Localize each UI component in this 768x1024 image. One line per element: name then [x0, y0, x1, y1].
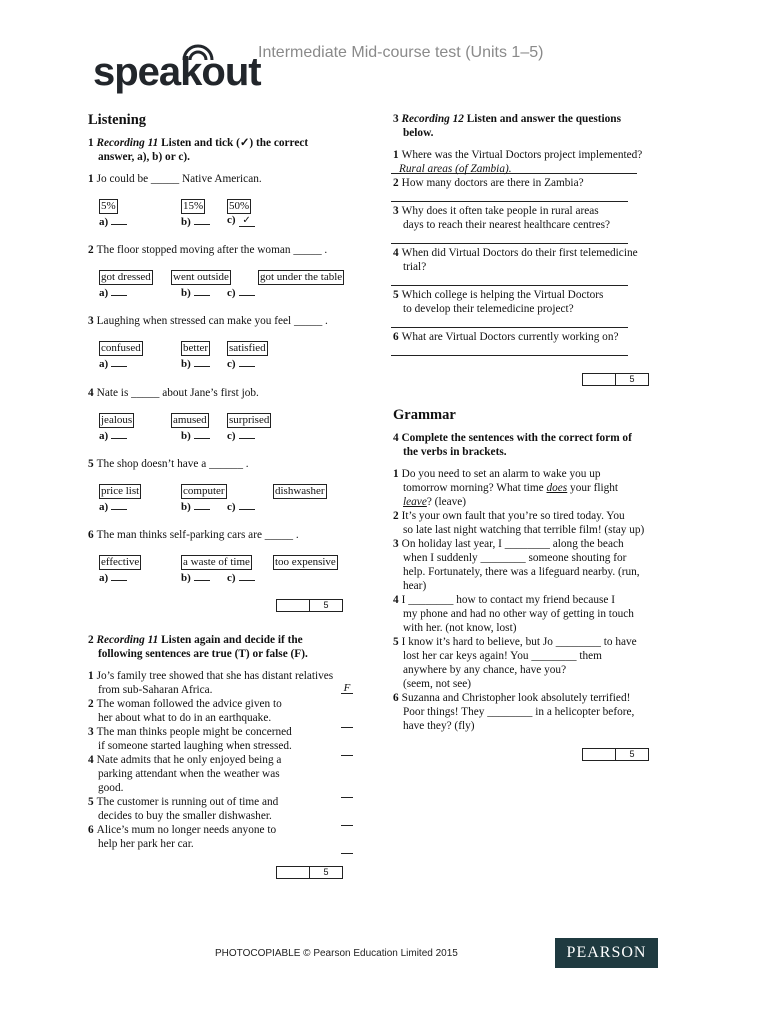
exercise-2-instruction-line2: following sentences are true (T) or false (F). — [98, 648, 308, 660]
question-4-line1 — [393, 246, 638, 261]
tf-answer-blank — [341, 717, 353, 728]
question-5-line2: to develop their telemedicine project? — [403, 303, 574, 315]
tf-statement-5-line1 — [88, 795, 278, 810]
answer-letter: a) — [99, 501, 109, 513]
answer-letter: b) — [181, 430, 191, 442]
grammar-item-5-line1: 5 I know it’s hard to believe, but Jo ________ to have — [393, 636, 637, 648]
statement-number: 5 — [88, 796, 94, 808]
listening-question-1 — [88, 172, 262, 187]
option-box: a waste of time — [183, 556, 250, 568]
statement-number: 3 — [88, 726, 94, 738]
question-text: The floor stopped moving after the woman _____ . — [96, 244, 328, 256]
answer-choice — [227, 285, 255, 299]
tf-statement-1-line1 — [88, 669, 333, 684]
option-box: jealous — [101, 414, 133, 426]
question-4-line2: trial? — [403, 261, 427, 273]
answer-line — [391, 201, 628, 202]
statement-number: 6 — [88, 824, 94, 836]
answer-choice — [181, 428, 210, 442]
tf-statement-3-line1 — [88, 725, 292, 740]
answer-choice — [181, 356, 210, 370]
answer-letter: b) — [181, 572, 191, 584]
option-box: went outside — [173, 271, 229, 283]
answer-choice — [227, 356, 255, 370]
grammar-item-2-line1: 2 It’s your own fault that you’re so tired today. You — [393, 510, 625, 522]
tf-statement-1-line2: from sub-Saharan Africa. — [98, 684, 213, 696]
question-number: 3 — [88, 315, 94, 327]
option-box: satisfied — [229, 342, 266, 354]
option-box: got under the table — [260, 271, 343, 283]
option-box: dishwasher — [275, 485, 325, 497]
grammar-item-5-line2: lost her car keys again! You ________ them — [403, 650, 602, 662]
statement-text: The customer is running out of time and — [96, 796, 279, 808]
question-number: 4 — [88, 387, 94, 399]
copyright-notice: PHOTOCOPIABLE © Pearson Education Limited 2015 — [215, 948, 458, 959]
tf-statement-3-line2: if someone started laughing when stressed. — [98, 740, 292, 752]
exercise-1-score-box: 5 — [276, 599, 343, 612]
option-box: too expensive — [275, 556, 336, 568]
answer-choice — [99, 570, 127, 584]
option-box: price list — [101, 485, 140, 497]
signal-arcs-icon — [178, 40, 218, 62]
section-heading-listening: Listening — [88, 112, 147, 128]
answer-blank — [194, 214, 210, 225]
question-number: 5 — [88, 458, 94, 470]
tf-answer-blank — [341, 815, 353, 826]
answer-blank — [111, 570, 127, 581]
tf-statement-4-line2: parking attendant when the weather was — [98, 768, 280, 780]
answer-choice — [227, 428, 255, 442]
answer-letter: b) — [181, 358, 191, 370]
exercise-1-instruction-line2: answer, a), b) or c). — [98, 151, 190, 163]
answer-letter: a) — [99, 287, 109, 299]
answer-choice — [227, 214, 255, 227]
question-text: When did Virtual Doctors do their first telemedicine — [401, 247, 638, 259]
answer-choice — [99, 499, 127, 513]
exercise-3-score-box: 5 — [582, 373, 649, 386]
answer-letter: a) — [99, 430, 109, 442]
grammar-item-3-line4: hear) — [403, 580, 427, 592]
option-box: better — [183, 342, 209, 354]
exercise-4-instruction-line2: the verbs in brackets. — [403, 446, 507, 458]
grammar-item-5-line3: anywhere by any chance, have you? — [403, 664, 567, 676]
speakout-logo — [93, 50, 261, 95]
question-3-line1 — [393, 204, 599, 219]
answer-choice — [181, 570, 210, 584]
option-box: 50% — [229, 200, 250, 212]
answer-choice — [99, 356, 127, 370]
answer-choice — [227, 570, 255, 584]
listening-question-6 — [88, 528, 299, 543]
answer-blank — [111, 428, 127, 439]
option-box: got dressed — [101, 271, 151, 283]
question-6-line1 — [393, 330, 618, 345]
answer-letter: a) — [99, 358, 109, 370]
answer-line — [391, 327, 628, 328]
exercise-3-instruction-line1: 3 Recording 12 Listen and answer the questions — [393, 113, 621, 125]
answer-choice — [181, 214, 210, 228]
answer-blank — [239, 356, 255, 367]
grammar-item-6-line1: 6 Suzanna and Christopher look absolutely terrified! — [393, 692, 631, 704]
question-text: The shop doesn’t have a ______ . — [96, 458, 249, 470]
answer-letter: a) — [99, 216, 109, 228]
question-1-line1 — [393, 148, 642, 163]
answer-choice — [181, 499, 210, 513]
answer-choice — [99, 428, 127, 442]
answer-line — [391, 285, 628, 286]
grammar-item-4-line3: with her. (not know, lost) — [403, 622, 517, 634]
tf-answer-blank: F — [341, 683, 353, 694]
grammar-item-1-line3: leave? (leave) — [403, 496, 467, 508]
listening-question-3 — [88, 314, 328, 329]
answer-letter: b) — [181, 501, 191, 513]
question-number: 1 — [88, 173, 94, 185]
answer-letter: b) — [181, 287, 191, 299]
question-text: The man thinks self-parking cars are _____ . — [96, 529, 299, 541]
answer-line — [391, 243, 628, 244]
question-text: Why does it often take people in rural areas — [401, 205, 599, 217]
tf-statement-2-line2: her about what to do in an earthquake. — [98, 712, 272, 724]
answer-letter: c) — [227, 214, 236, 226]
question-text: What are Virtual Doctors currently working on? — [401, 331, 619, 343]
question-number: 3 — [393, 205, 399, 217]
logo-text: speakout — [93, 50, 261, 94]
question-text: Which college is helping the Virtual Doctors — [401, 289, 604, 301]
tf-statement-6-line1 — [88, 823, 276, 838]
grammar-item-1-line1: 1 Do you need to set an alarm to wake you up — [393, 468, 601, 480]
answer-letter: c) — [227, 572, 236, 584]
statement-text: Jo’s family tree showed that she has distant relatives — [96, 670, 334, 682]
tf-statement-5-line2: decides to buy the smaller dishwasher. — [98, 810, 272, 822]
option-box: effective — [101, 556, 140, 568]
question-text: Where was the Virtual Doctors project implemented? — [401, 149, 643, 161]
question-3-line2: days to reach their nearest healthcare centres? — [403, 219, 610, 231]
statement-number: 2 — [88, 698, 94, 710]
listening-question-5 — [88, 457, 249, 472]
grammar-item-3-line3: help. Fortunately, there was a lifeguard nearby. (run, — [403, 566, 640, 578]
answer-choice — [99, 285, 127, 299]
answer-blank — [194, 499, 210, 510]
exercise-3-instruction-line2: below. — [403, 127, 434, 139]
question-number: 6 — [88, 529, 94, 541]
grammar-item-2-line2: so late last night watching that terrible film! (stay up) — [403, 524, 645, 536]
grammar-item-1-line2: tomorrow morning? What time does your flight — [403, 482, 619, 494]
question-text: Laughing when stressed can make you feel _____ . — [96, 315, 328, 327]
listening-question-2 — [88, 243, 327, 258]
question-number: 1 — [393, 149, 399, 161]
question-number: 2 — [393, 177, 399, 189]
answer-letter: a) — [99, 572, 109, 584]
answer-blank — [239, 570, 255, 581]
option-box: amused — [173, 414, 207, 426]
question-text: Jo could be _____ Native American. — [96, 173, 262, 185]
exercise-4-score-box: 5 — [582, 748, 649, 761]
answer-blank — [111, 499, 127, 510]
tf-statement-6-line2: help her park her car. — [98, 838, 194, 850]
tf-statement-2-line1 — [88, 697, 282, 712]
document-title: Intermediate Mid-course test (Units 1–5) — [258, 44, 544, 61]
answer-choice — [227, 499, 255, 513]
tf-statement-4-line3: good. — [98, 782, 124, 794]
grammar-item-5-line4: (seem, not see) — [403, 678, 472, 690]
answer-blank — [239, 428, 255, 439]
answer-blank — [194, 356, 210, 367]
grammar-item-6-line2: Poor things! They ________ in a helicopter before, — [403, 706, 635, 718]
grammar-item-3-line2: when I suddenly ________ someone shouting for — [403, 552, 627, 564]
answer-letter: b) — [181, 216, 191, 228]
question-text: Nate is _____ about Jane’s first job. — [96, 387, 259, 399]
answer-blank — [239, 285, 255, 296]
question-2-line1 — [393, 176, 584, 191]
tf-answer-blank — [341, 745, 353, 756]
answer-blank — [111, 214, 127, 225]
option-box: 15% — [183, 200, 204, 212]
question-text: How many doctors are there in Zambia? — [401, 177, 584, 189]
grammar-item-6-line3: have they? (fly) — [403, 720, 475, 732]
statement-text: The man thinks people might be concerned — [96, 726, 292, 738]
tick-mark-icon: ✓ — [239, 216, 255, 227]
answer-blank — [111, 285, 127, 296]
answer-letter: c) — [227, 287, 236, 299]
grammar-item-4-line1: 4 I ________ how to contact my friend because I — [393, 594, 615, 606]
answer-line — [391, 355, 628, 356]
exercise-1-instruction-line1: 1 Recording 11 Listen and tick (✓) the correct — [88, 137, 309, 149]
statement-text: The woman followed the advice given to — [96, 698, 282, 710]
statement-text: Nate admits that he only enjoyed being a — [96, 754, 282, 766]
exercise-4-instruction-line1: 4 Complete the sentences with the correct form of — [393, 432, 632, 444]
answer-letter: c) — [227, 358, 236, 370]
answer-choice — [99, 214, 127, 228]
option-box: confused — [101, 342, 141, 354]
statement-number: 1 — [88, 670, 94, 682]
section-heading-grammar: Grammar — [393, 407, 456, 423]
statement-number: 4 — [88, 754, 94, 766]
listening-question-4 — [88, 386, 259, 401]
answer-choice — [181, 285, 210, 299]
question-number: 6 — [393, 331, 399, 343]
grammar-item-4-line2: my phone and had no other way of getting in touch — [403, 608, 634, 620]
answer-letter: c) — [227, 430, 236, 442]
question-number: 5 — [393, 289, 399, 301]
answer-blank — [194, 570, 210, 581]
question-number: 4 — [393, 247, 399, 259]
answer-blank — [194, 285, 210, 296]
option-box: 5% — [101, 200, 116, 212]
answer-blank — [111, 356, 127, 367]
exercise-2-score-box: 5 — [276, 866, 343, 879]
option-box: computer — [183, 485, 225, 497]
question-5-line1 — [393, 288, 603, 303]
exercise-3-example-answer: Rural areas (of Zambia). — [399, 163, 512, 175]
pearson-logo: PEARSON — [555, 938, 658, 968]
question-number: 2 — [88, 244, 94, 256]
answer-blank — [194, 428, 210, 439]
tf-answer-blank — [341, 843, 353, 854]
tf-answer-blank — [341, 787, 353, 798]
exercise-2-instruction-line1: 2 Recording 11 Listen again and decide if the — [88, 634, 303, 646]
answer-blank — [239, 499, 255, 510]
answer-letter: c) — [227, 501, 236, 513]
grammar-item-3-line1: 3 On holiday last year, I ________ along the beach — [393, 538, 624, 550]
option-box: surprised — [229, 414, 270, 426]
tf-statement-4-line1 — [88, 753, 281, 768]
statement-text: Alice’s mum no longer needs anyone to — [96, 824, 277, 836]
